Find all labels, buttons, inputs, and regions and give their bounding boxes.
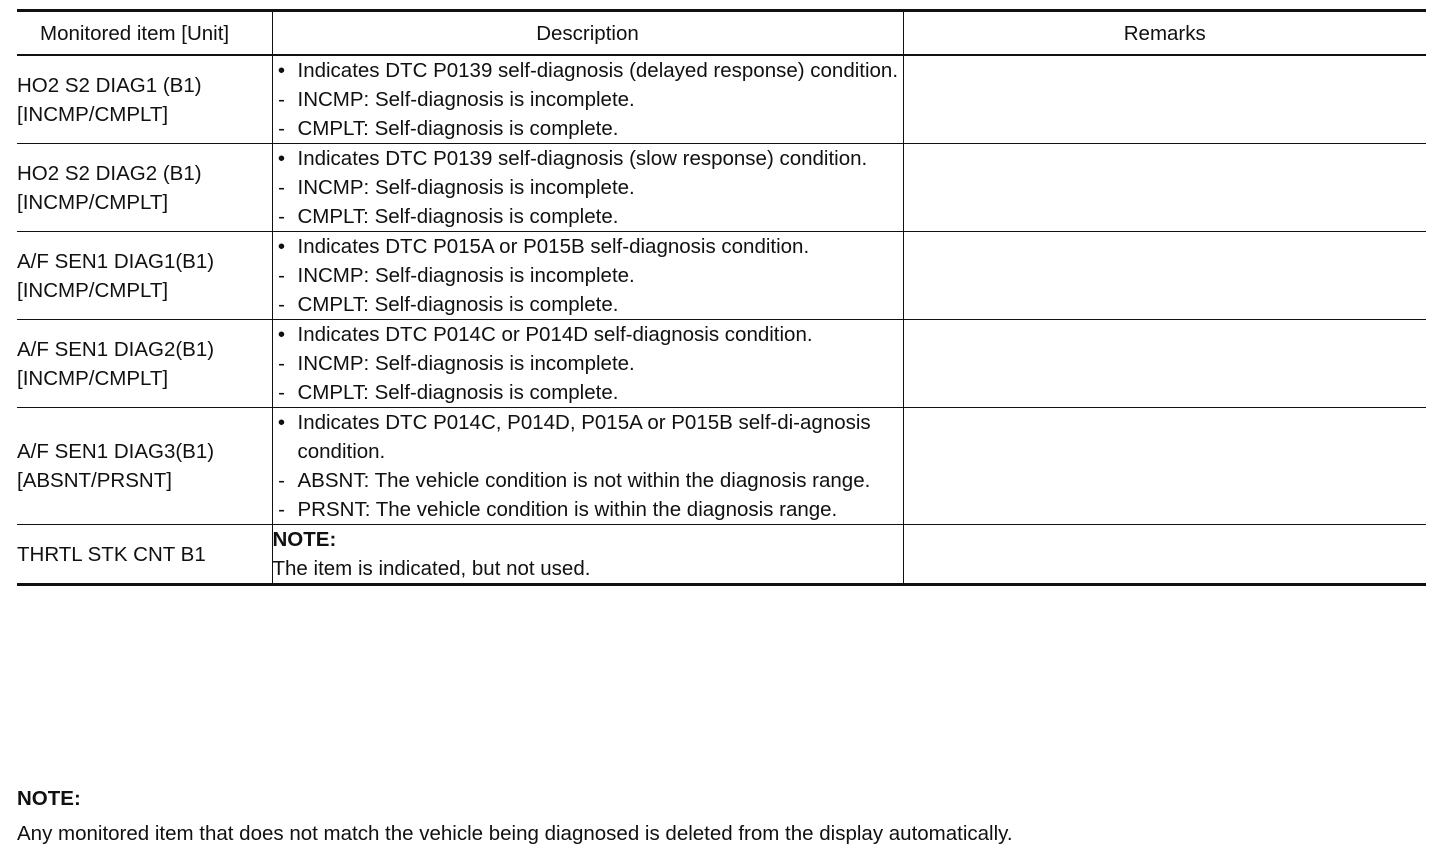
column-header-remarks: Remarks	[903, 11, 1426, 56]
column-header-monitored-item: Monitored item [Unit]	[17, 11, 272, 56]
table-row	[17, 525, 1426, 585]
bullet-text: Indicates DTC P0139 self-diagnosis (slow response) condition.	[297, 147, 868, 170]
monitored-item-cell	[17, 55, 272, 144]
monitored-item-cell	[17, 320, 272, 408]
item-name: HO2 S2 DIAG2 (B1)	[17, 161, 202, 185]
footnote-title: NOTE:	[17, 787, 81, 810]
bullet-marker: -	[278, 469, 285, 492]
remarks-cell	[903, 408, 1426, 525]
bullet-text: CMPLT: Self-diagnosis is complete.	[297, 381, 619, 404]
description-bullet	[273, 290, 903, 319]
bullet-text: Indicates DTC P014C or P014D self-diagnosis condition.	[297, 323, 813, 346]
monitored-item-cell	[17, 144, 272, 232]
item-name: HO2 S2 DIAG1 (B1)	[17, 73, 202, 97]
description-cell	[272, 144, 903, 232]
column-header-description: Description	[272, 11, 903, 56]
bullet-text: CMPLT: Self-diagnosis is complete.	[297, 117, 619, 140]
table-header-row	[17, 11, 1426, 56]
bullet-marker: •	[277, 323, 286, 346]
bullet-marker: •	[277, 147, 286, 170]
bullet-text: INCMP: Self-diagnosis is incomplete.	[297, 88, 635, 111]
description-bullet	[273, 495, 903, 524]
item-unit: [INCMP/CMPLT]	[17, 102, 169, 126]
description-bullet	[273, 114, 903, 143]
item-unit: [INCMP/CMPLT]	[17, 366, 169, 390]
bullet-marker: •	[277, 411, 286, 434]
monitor-items-table	[17, 9, 1426, 586]
bullet-text: ABSNT: The vehicle condition is not within the diagnosis range.	[297, 469, 871, 492]
description-cell	[272, 408, 903, 525]
item-name: A/F SEN1 DIAG2(B1)	[17, 337, 215, 361]
item-unit: [ABSNT/PRSNT]	[17, 469, 172, 492]
description-bullet	[273, 173, 903, 202]
description-bullet	[273, 349, 903, 378]
table-row	[17, 320, 1426, 408]
bullet-marker: -	[278, 205, 285, 228]
item-unit: [INCMP/CMPLT]	[17, 278, 169, 302]
table-row	[17, 232, 1426, 320]
bullet-text: INCMP: Self-diagnosis is incomplete.	[297, 176, 635, 199]
remarks-cell	[903, 525, 1426, 585]
table-row	[17, 144, 1426, 232]
bullet-text: Indicates DTC P015A or P015B self-diagnosis condition.	[297, 235, 810, 258]
table-row	[17, 55, 1426, 144]
monitored-item-cell	[17, 408, 272, 525]
bullet-text: Indicates DTC P014C, P014D, P015A or P015B self-di-agnosis condition.	[297, 411, 871, 463]
description-bullet	[273, 261, 903, 290]
bullet-marker: -	[278, 117, 285, 140]
bullet-text: Indicates DTC P0139 self-diagnosis (delayed response) condition.	[297, 59, 899, 82]
bullet-marker: -	[278, 264, 285, 287]
footnote-text: Any monitored item that does not match the vehicle being diagnosed is deleted from the display automatically.	[17, 822, 1013, 845]
description-bullet	[273, 320, 903, 349]
bullet-text: INCMP: Self-diagnosis is incomplete.	[297, 264, 635, 287]
description-bullet	[273, 85, 903, 114]
description-bullet	[273, 202, 903, 231]
description-cell	[272, 55, 903, 144]
description-bullet	[273, 408, 903, 466]
bullet-marker: •	[277, 235, 286, 258]
table-row	[17, 408, 1426, 525]
item-unit: [INCMP/CMPLT]	[17, 190, 169, 214]
item-name: A/F SEN1 DIAG3(B1)	[17, 440, 215, 463]
monitored-item-cell: THRTL STK CNT B1	[17, 525, 272, 585]
bullet-marker: -	[278, 293, 285, 316]
description-bullet	[273, 378, 903, 407]
description-bullet	[273, 56, 903, 85]
bullet-text: CMPLT: Self-diagnosis is complete.	[297, 205, 619, 228]
bullet-marker: -	[278, 381, 285, 404]
remarks-cell	[903, 144, 1426, 232]
bullet-marker: •	[277, 59, 286, 82]
description-cell	[272, 525, 903, 585]
bullet-marker: -	[278, 88, 285, 111]
item-name: A/F SEN1 DIAG1(B1)	[17, 249, 215, 273]
remarks-cell	[903, 55, 1426, 144]
monitored-item-cell	[17, 232, 272, 320]
description-bullet	[273, 144, 903, 173]
remarks-cell	[903, 232, 1426, 320]
remarks-cell	[903, 320, 1426, 408]
bullet-text: PRSNT: The vehicle condition is within the diagnosis range.	[297, 498, 838, 521]
description-cell	[272, 320, 903, 408]
bullet-marker: -	[278, 176, 285, 199]
note-text: The item is indicated, but not used.	[272, 557, 591, 580]
bullet-text: CMPLT: Self-diagnosis is complete.	[297, 293, 619, 316]
description-bullet	[273, 232, 903, 261]
description-cell	[272, 232, 903, 320]
bullet-marker: -	[278, 352, 285, 375]
bullet-text: INCMP: Self-diagnosis is incomplete.	[297, 352, 635, 375]
bullet-marker: -	[278, 498, 285, 521]
note-label: NOTE:	[272, 528, 337, 551]
description-bullet	[273, 466, 903, 495]
